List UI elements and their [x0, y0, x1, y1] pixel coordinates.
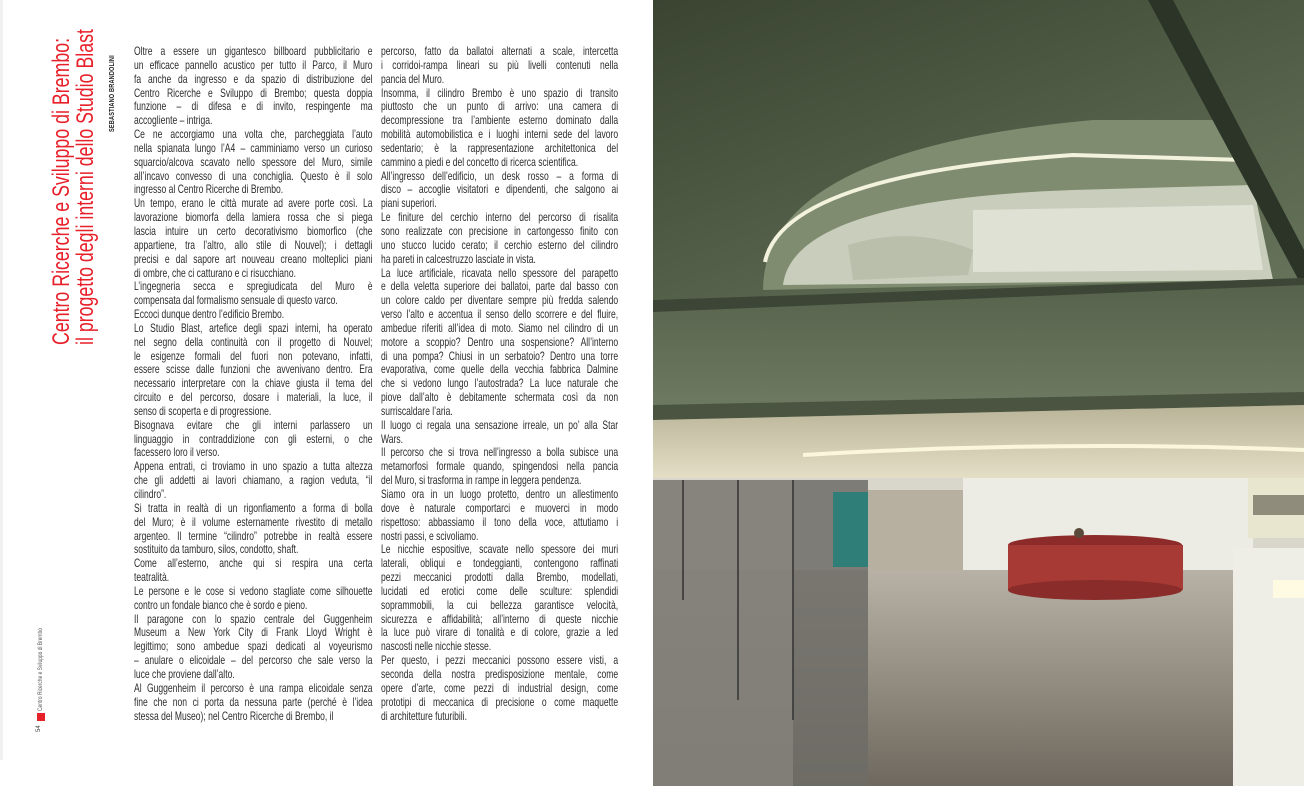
text-line: appartiene, tra l’altro, allo stile di Nouvel); i dettagli — [134, 237, 373, 252]
text-line: legittimo; sono ambedue spazi dedicati al voyeurismo — [134, 639, 373, 654]
text-line: stessa del Museo); nel Centro Ricerche di Brembo, il — [134, 708, 334, 723]
text-line: Il paragone con lo spazio centrale del Guggenheim — [134, 611, 373, 626]
text-line: i corridoi-rampa lineari su più livelli contenuti nella — [381, 57, 619, 72]
text-line: compensata dal formalismo sensuale di questo varco. — [134, 293, 338, 308]
text-line: del Muro, si trasforma in rampe in leggera pendenza. — [381, 473, 582, 488]
paragraph — [134, 613, 373, 682]
text-line: piani superiori. — [381, 196, 437, 211]
text-line: nella spianata lungo l’A4 – camminiamo verso un curioso — [134, 140, 373, 155]
text-line: circuito e del percorso, dosare i materiali, la luce, il — [134, 390, 373, 405]
text-line: seconda della nostra predisposizione mentale, come — [381, 666, 619, 681]
text-line: fine che non ci porta da nessuna parte (perché è l’idea — [134, 694, 373, 709]
paragraph — [134, 460, 373, 502]
paragraph — [134, 308, 373, 322]
text-line: di ombre, che ci catturano e ci risucchiano. — [134, 265, 296, 280]
text-line: la luce può virare di tonalità e di colore, grazie a led — [381, 625, 619, 640]
text-line: mobilità automobilistica e i luoghi interni sede del lavoro — [381, 127, 619, 142]
text-line: sostituito da tamburo, silos, condotto, shaft. — [134, 542, 299, 557]
text-line: e della veletta superiore dei ballatoi, parte dal basso con — [381, 279, 619, 294]
text-line: Ce ne accorgiamo una volta che, parcheggiata l’auto — [134, 127, 373, 142]
text-line: cilindro”. — [134, 487, 167, 501]
text-line: opere d’arte, come pezzi di industrial design, come — [381, 680, 619, 695]
text-line: surriscaldare l’aria. — [381, 403, 453, 418]
paragraph — [381, 419, 618, 447]
paragraph — [381, 211, 618, 266]
text-line: soprammobili, la cui bellezza garantisce velocità, — [381, 597, 619, 612]
text-line: All’ingresso dell’edificio, un desk rosso – a forma di — [381, 168, 619, 183]
text-line: Centro Ricerche e Sviluppo di Brembo; questa doppia — [134, 85, 373, 100]
article-title — [50, 29, 98, 345]
text-line: necessario interpretare con la chiave giusta il tema del — [134, 376, 373, 391]
photo-illustration — [653, 0, 1304, 786]
text-line: che gli addetti ai lavori chiamano, a ragion veduta, “il — [134, 473, 373, 488]
text-line: lavorazione biomorfa della lamiera rossa che si piega — [134, 210, 373, 225]
paragraph — [381, 267, 618, 419]
text-line: ambedue riferiti all’idea di moto. Siamo nel cilindro di un — [381, 320, 619, 335]
text-line: L’ingegneria secca e spregiudicata del Muro è — [134, 279, 373, 294]
text-line: un colore caldo per diventare sempre più fredda salendo — [381, 293, 619, 308]
text-line: di una pompa? Chiusi in un serbatoio? Dentro una torre — [381, 348, 619, 363]
text-line: Wars. — [381, 431, 403, 446]
text-line: Il luogo ci regala una sensazione irreale, un po’ alla Star — [381, 417, 619, 432]
text-line: sicurezza e affidabilità; all’interno di queste nicchie — [381, 611, 619, 626]
text-line: facessero loro il verso. — [134, 445, 220, 460]
text-line: dove è naturale comportarci e muoverci in modo — [381, 500, 619, 515]
text-line: Il percorso che si trova nell’ingresso a bolla subisce una — [381, 445, 619, 460]
author-name: SEBASTIANO BRANDOLINI — [109, 55, 116, 133]
text-line: La luce artificiale, ricavata nello spessore del parapetto — [381, 265, 619, 280]
text-line: uno stucco lucido cerato; il cerchio esterno del cilindro — [381, 237, 619, 252]
text-line: verso l’alto e accentua il senso dello scorrere e del fluire, — [381, 307, 619, 322]
text-line: ha pareti in calcestruzzo lasciate in vista. — [381, 251, 536, 266]
text-line: Al Guggenheim il percorso è una rampa elicoidale senza — [134, 680, 373, 695]
text-line: laterali, obliqui e tondeggianti, contengono raffinati — [381, 556, 619, 571]
text-line: precisi e dal sapore art nouveau creano molteplici piani — [134, 251, 373, 266]
paragraph — [381, 446, 618, 488]
text-line: lascia intuire un certo decorativismo biomorfico (che — [134, 223, 373, 238]
text-line: Le finiture del cerchio interno del percorso di risalita — [381, 210, 619, 225]
text-line: metamorfosi formale quando, spingendosi nella pancia — [381, 459, 619, 474]
text-line: Museum a New York City di Frank Lloyd Wright è — [134, 625, 373, 640]
paragraph — [381, 170, 618, 212]
interior-photo — [653, 0, 1304, 786]
text-line: Insomma, il cilindro Brembo è uno spazio di transito — [381, 85, 619, 100]
paragraph — [381, 543, 618, 654]
paragraph — [381, 654, 618, 723]
text-column-1 — [134, 45, 373, 723]
paragraph — [134, 128, 373, 197]
text-line: teatralità. — [134, 570, 170, 585]
text-line: evaporativa, come quelle della vecchia fabbrica Dalmine — [381, 362, 619, 377]
text-line: le esigenze formali del fuori non potevano, infatti, — [134, 348, 373, 363]
text-line: che si vedono lungo l’autostrada? La luce naturale che — [381, 376, 619, 391]
page-number: 54 — [36, 725, 42, 732]
text-line: disco – accoglie visitatori e dipendenti, che salgono ai — [381, 182, 619, 197]
text-line: di architetture futuribili. — [381, 708, 467, 723]
text-line: un efficace pannello acustico per tutto il Parco, il Muro — [134, 57, 373, 72]
paragraph — [381, 45, 618, 87]
text-line: fa anche da ingresso e da spazio di distribuzione del — [134, 71, 373, 86]
text-line: Oltre a essere un gigantesco billboard pubblicitario e — [134, 44, 373, 58]
text-line: pezzi meccanici prodotti dalla Brembo, modellati, — [381, 570, 619, 585]
text-line: Siamo ora in un luogo protetto, dentro un allestimento — [381, 487, 619, 501]
text-line: piuttosto che un punto di arrivo: una camera di — [381, 99, 619, 114]
paragraph — [381, 87, 618, 170]
text-line: Eccoci dunque dentro l’edificio Brembo. — [134, 307, 285, 322]
text-line: nostri passi, e scivoliamo. — [381, 528, 479, 543]
text-line: decompressione tra l’ambiente esterno dominato dalla — [381, 113, 619, 128]
text-line: senso di scoperta e di progressione. — [134, 403, 272, 418]
paragraph — [134, 322, 373, 419]
text-line: Per questo, i pezzi meccanici possono essere visti, a — [381, 653, 619, 668]
text-column-2 — [381, 45, 618, 723]
title-line-1: Centro Ricerche e Sviluppo di Brembo: — [48, 37, 75, 346]
text-line: nel segno della continuità con il progetto di Nouvel; — [134, 334, 373, 349]
paragraph — [134, 557, 373, 585]
text-line: linguaggio in contraddizione con gli esterni, o che — [134, 431, 373, 446]
text-line: Bisognava evitare che gli interni parlassero un — [134, 417, 373, 432]
text-line: contro un fondale bianco che è sordo e pieno. — [134, 597, 308, 612]
text-line: sono realizzate con precisione in cartongesso finito con — [381, 223, 619, 238]
paragraph — [134, 45, 373, 128]
text-line: Le persone e le cose si vedono stagliate come silhouette — [134, 583, 373, 598]
text-line: – anulare o elicoidale – del percorso che sale verso la — [134, 653, 373, 668]
text-line: luce che proviene dall’alto. — [134, 666, 235, 681]
text-line: Le nicchie espositive, scavate nello spessore dei muri — [381, 542, 619, 557]
paragraph — [381, 488, 618, 543]
text-line: Appena entrati, ci troviamo in uno spazio a tutta altezza — [134, 459, 373, 474]
paragraph — [134, 502, 373, 557]
text-line: ingresso al Centro Ricerche di Brembo. — [134, 182, 284, 197]
text-line: Un tempo, erano le città murate ad avere porte così. La — [134, 196, 373, 211]
text-line: argenteo. Il termine “cilindro” potrebbe in realtà essere — [134, 528, 373, 543]
paragraph — [134, 197, 373, 280]
text-line: cammino a piedi e del concetto di ricerca scientifica. — [381, 154, 579, 169]
text-line: pancia del Muro. — [381, 71, 445, 86]
text-line: accogliente – intriga. — [134, 113, 213, 128]
page-edge — [0, 0, 3, 760]
text-line: Come all’esterno, anche qui si respira una certa — [134, 556, 373, 571]
text-line: squarcio/alcova scavato nello spessore del Muro, simile — [134, 154, 373, 169]
title-line-2: il progetto degli interni dello Studio Blast — [72, 29, 99, 345]
text-line: rispettoso: abbassiamo il tono della voce, attutiamo i — [381, 514, 619, 529]
text-line: Lo Studio Blast, artefice degli spazi interni, ha operato — [134, 320, 373, 335]
text-line: motore a scoppio? Dentro una sospensione? All’interno — [381, 334, 619, 349]
text-line: piove dall’alto è debitamente schermata così da non — [381, 390, 619, 405]
text-line: prototipi di meccanica di precisione o come maquette — [381, 694, 619, 709]
paragraph — [134, 682, 373, 724]
footer-red-square — [37, 713, 45, 721]
text-line: nascosti nelle nicchie stesse. — [381, 639, 492, 654]
text-line: sedentario; è la rappresentazione architettonica del — [381, 140, 619, 155]
text-line: Si tratta in realtà di un rigonfiamento a forma di bolla — [134, 500, 373, 515]
text-line: del Muro; è il volume esternamente rivestito di metallo — [134, 514, 373, 529]
paragraph — [134, 280, 373, 308]
text-line: all’incavo convesso di una conchiglia. Questo è il solo — [134, 168, 373, 183]
text-line: percorso, fatto da ballatoi alternati a scale, intercetta — [381, 44, 619, 58]
running-footer: Centro Ricerche e Sviluppo di Brembo — [37, 628, 44, 711]
text-line: funzione – di difesa e di invito, respingente ma — [134, 99, 373, 114]
paragraph — [134, 585, 373, 613]
text-line: lucidati ed erotici come delle sculture: splendidi — [381, 583, 619, 598]
text-line: essere scisse dalle funzioni che avvenivano dentro. Era — [134, 362, 373, 377]
paragraph — [134, 419, 373, 461]
